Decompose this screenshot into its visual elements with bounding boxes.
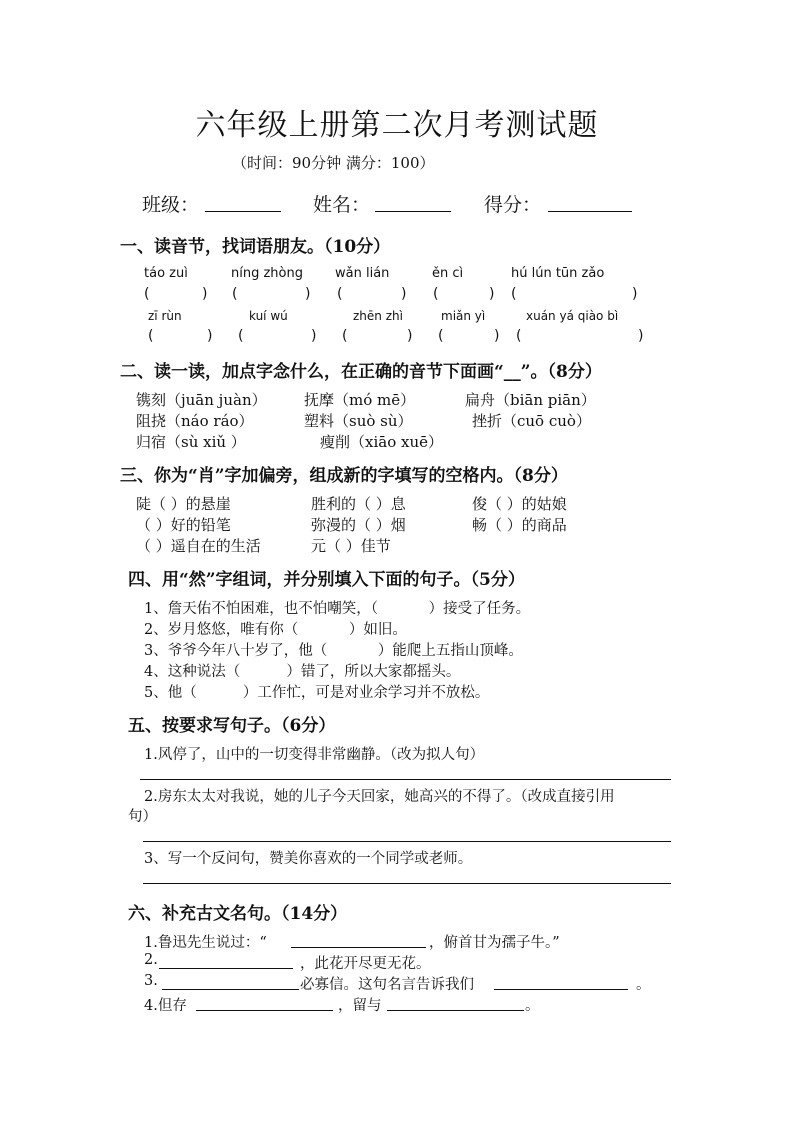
- pronunciation-item: 抚摩（mó mē）: [304, 391, 416, 409]
- answer-paren-close: ): [207, 328, 213, 344]
- pronunciation-item: 扁舟（biān piān）: [465, 391, 596, 409]
- pinyin: táo zuì: [144, 266, 188, 281]
- sentence: 4、这种说法（ ）错了，所以大家都摇头。: [144, 664, 461, 680]
- fill-item: 胜利的（ ）息: [311, 495, 406, 513]
- pronunciation-item: 阻挠（náo ráo）: [136, 412, 254, 430]
- verse-text: ，此花开尽更无花。: [300, 956, 431, 972]
- verse-blank[interactable]: [494, 989, 628, 990]
- page-title: 六年级上册第二次月考测试题: [195, 108, 599, 143]
- pinyin: níng zhòng: [231, 266, 303, 281]
- answer-paren-close: ): [638, 328, 644, 344]
- score-blank[interactable]: [548, 211, 632, 212]
- pinyin: zī rùn: [148, 309, 182, 323]
- name-label: 姓名：: [313, 194, 371, 216]
- class-label: 班级：: [142, 194, 200, 216]
- pinyin: miǎn yì: [441, 309, 486, 323]
- answer-paren-close: ): [494, 328, 500, 344]
- verse-text: 3.: [144, 973, 158, 989]
- answer-paren-open: (: [148, 328, 154, 344]
- answer-paren-close: ): [632, 286, 638, 302]
- name-blank[interactable]: [375, 211, 451, 212]
- question: 2.房东太太对我说，她的儿子今天回家，她高兴的不得了。（改成直接引用: [144, 789, 615, 805]
- answer-paren-open: (: [337, 286, 343, 302]
- verse-text: 必寡信。这句名言告诉我们: [300, 977, 474, 993]
- section-2-heading: 二、读一读，加点字念什么，在正确的音节下面画“__”。（8分）: [120, 362, 602, 382]
- answer-line[interactable]: [143, 841, 671, 842]
- verse-text: ，俯首甘为孺子牛。”: [429, 935, 560, 951]
- section-1-heading: 一、读音节，找词语朋友。（10分）: [120, 237, 391, 257]
- answer-paren-open: (: [511, 286, 517, 302]
- sentence: 5、他（ ）工作忙，可是对业余学习并不放松。: [144, 685, 490, 701]
- verse-blank[interactable]: [387, 1010, 524, 1011]
- answer-paren-open: (: [238, 328, 244, 344]
- answer-paren-open: (: [232, 286, 238, 302]
- pinyin: wǎn lián: [335, 266, 390, 281]
- pinyin: zhēn zhì: [353, 309, 403, 323]
- verse-text: 4.但存: [144, 998, 187, 1014]
- pinyin: xuán yá qiào bì: [526, 309, 619, 323]
- section-6-heading: 六、补充古文名句。（14分）: [128, 904, 348, 924]
- answer-paren-close: ): [407, 328, 413, 344]
- verse-blank[interactable]: [196, 1010, 333, 1011]
- section-5-heading: 五、按要求写句子。（6分）: [128, 716, 336, 736]
- pronunciation-item: 归宿（sù xiǔ ）: [136, 433, 246, 451]
- verse-text: 。: [525, 998, 540, 1014]
- pinyin: kuí wú: [249, 309, 288, 323]
- sentence: 1、詹天佑不怕困难，也不怕嘲笑，（ ）接受了任务。: [144, 601, 531, 617]
- verse-text: 。: [636, 977, 651, 993]
- fill-item: 畅（ ）的商品: [472, 516, 567, 534]
- class-blank[interactable]: [205, 211, 281, 212]
- pronunciation-item: 瘦削（xiāo xuē）: [320, 433, 443, 451]
- answer-line[interactable]: [140, 779, 671, 780]
- verse-blank[interactable]: [291, 947, 426, 948]
- fill-item: （ ）遥自在的生活: [136, 537, 261, 555]
- fill-item: 陡（ ）的悬崖: [136, 495, 231, 513]
- section-4-heading: 四、用“然”字组词，并分别填入下面的句子。（5分）: [128, 570, 525, 590]
- answer-line[interactable]: [143, 883, 671, 884]
- answer-paren-close: ): [401, 286, 407, 302]
- exam-info: （时间：90分钟 满分：100）: [232, 154, 435, 172]
- fill-item: 弥漫的（ ）烟: [311, 516, 406, 534]
- verse-text: 2.: [144, 952, 158, 968]
- verse-blank[interactable]: [162, 989, 299, 990]
- question: 1.风停了，山中的一切变得非常幽静。（改为拟人句）: [144, 747, 485, 763]
- fill-item: 俊（ ）的姑娘: [472, 495, 567, 513]
- sentence: 3、爷爷今年八十岁了，他（ ）能爬上五指山顶峰。: [144, 643, 523, 659]
- pinyin: ěn cì: [432, 266, 464, 281]
- answer-paren-open: (: [342, 328, 348, 344]
- fill-item: （ ）好的铅笔: [136, 516, 231, 534]
- sentence: 2、岁月悠悠，唯有你（ ）如旧。: [144, 622, 407, 638]
- answer-paren-open: (: [144, 286, 150, 302]
- question: 3、写一个反问句，赞美你喜欢的一个同学或老师。: [144, 851, 473, 867]
- answer-paren-close: ): [311, 328, 317, 344]
- answer-paren-open: (: [516, 328, 522, 344]
- pronunciation-item: 塑料（suò sù）: [304, 412, 413, 430]
- fill-item: 元（ ）佳节: [311, 537, 391, 555]
- pinyin: hú lún tūn zǎo: [511, 266, 605, 281]
- verse-blank[interactable]: [159, 968, 293, 969]
- pronunciation-item: 镌刻（juān juàn）: [136, 391, 267, 409]
- verse-text: ，留与: [338, 998, 382, 1014]
- question: 句）: [128, 809, 157, 825]
- pronunciation-item: 挫折（cuō cuò）: [472, 412, 591, 430]
- verse-text: 1.鲁迅先生说过：“: [144, 935, 267, 951]
- answer-paren-open: (: [433, 286, 439, 302]
- answer-paren-close: ): [489, 286, 495, 302]
- answer-paren-close: ): [305, 286, 311, 302]
- section-3-heading: 三、你为“肖”字加偏旁，组成新的字填写的空格内。（8分）: [120, 466, 568, 486]
- answer-paren-open: (: [438, 328, 444, 344]
- score-label: 得分：: [484, 194, 542, 216]
- answer-paren-close: ): [202, 286, 208, 302]
